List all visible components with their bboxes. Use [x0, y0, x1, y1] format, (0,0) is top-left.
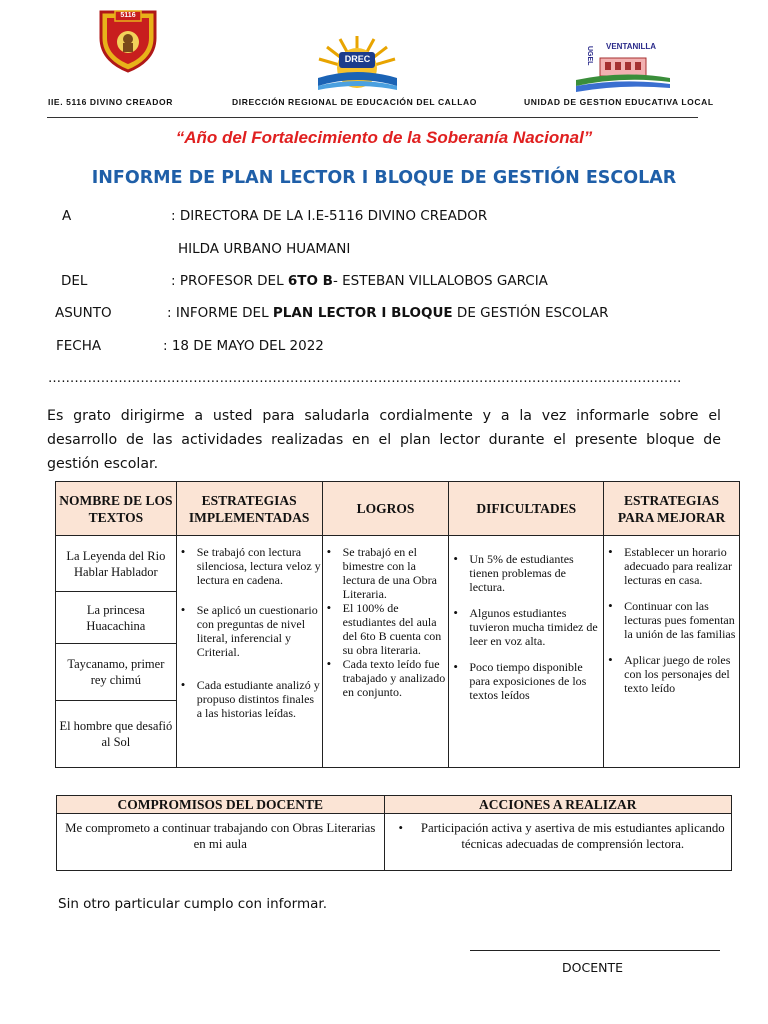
field-del-label: DEL — [61, 273, 88, 289]
header-logros: LOGROS — [322, 482, 449, 536]
field-del-value-pre: : PROFESOR DEL — [171, 273, 288, 289]
ugel-logo-side-text: UGEL — [586, 46, 593, 66]
field-asunto-label: ASUNTO — [55, 305, 112, 321]
list-item: • Continuar con las lecturas pues fomentan la unión de las familias — [604, 599, 739, 641]
header-mejorar: ESTRATEGIAS PARA MEJORAR — [604, 482, 740, 536]
texts-cell — [56, 536, 177, 768]
header-acciones: ACCIONES A REALIZAR — [384, 796, 731, 814]
list-item: • El 100% de estudiantes del aula del 6to B cuenta con su obra literaria. — [323, 601, 449, 657]
header-divider — [47, 117, 698, 118]
signature-line — [470, 950, 720, 951]
dificultades-cell — [449, 536, 604, 768]
compromiso-cell: Me comprometo a continuar trabajando con Obras Literarias en mi aula — [57, 814, 385, 871]
list-item: • Cada estudiante analizó y propuso distintos finales a las historias leídas. — [177, 678, 322, 720]
signer-label: DOCENTE — [562, 960, 623, 975]
text-name: La Leyenda del Rio Hablar Hablador — [66, 548, 166, 579]
field-asunto-value — [167, 305, 609, 321]
dotted-divider: ……………………………………………………………………………………………………………………………… — [48, 371, 682, 386]
list-item: • Algunos estudiantes tuvieron mucha timidez de leer en voz alta. — [449, 606, 603, 648]
header-compromisos: COMPROMISOS DEL DOCENTE — [57, 796, 385, 814]
field-fecha-label: FECHA — [56, 338, 102, 354]
field-asunto-value-pre: : INFORME DEL — [167, 305, 273, 321]
ugel-logo — [572, 36, 672, 94]
year-motto: “Año del Fortalecimiento de la Soberanía Nacional” — [175, 128, 593, 147]
logros-cell — [322, 536, 449, 768]
closing-text: Sin otro particular cumplo con informar. — [58, 896, 327, 912]
field-asunto-value-post: DE GESTIÓN ESCOLAR — [452, 305, 609, 321]
field-a-label: A — [62, 208, 72, 224]
field-fecha-value: : 18 DE MAYO DEL 2022 — [163, 338, 324, 354]
intro-paragraph: Es grato dirigirme a usted para saludarla cordialmente y a la vez informarle sobre el desarrollo de las actividades realizadas en el plan lector durante el presente bloque de gestión escolar. — [47, 408, 721, 472]
text-name: El hombre que desafió al Sol — [56, 700, 176, 767]
school-name-label: IIE. 5116 DIVINO CREADOR — [48, 97, 173, 107]
field-a-value: : DIRECTORA DE LA I.E-5116 DIVINO CREADOR — [171, 208, 488, 224]
list-item: • Se aplicó un cuestionario con preguntas de nivel literal, inferencial y Criterial. — [177, 603, 322, 659]
list-item: • Cada texto leído fue trabajado y analizado en conjunto. — [323, 657, 449, 699]
table-row — [57, 814, 732, 871]
header-nombre: NOMBRE DE LOS TEXTOS — [56, 482, 177, 536]
school-logo-number: 5116 — [120, 12, 136, 19]
table-row — [56, 536, 740, 768]
field-asunto-value-bold: PLAN LECTOR I BLOQUE — [272, 305, 453, 321]
ugel-logo-text: VENTANILLA — [606, 42, 657, 51]
list-item — [391, 820, 725, 852]
accion-text: Participación activa y asertiva de mis estudiantes aplicando técnicas adecuadas de comprensión lectora. — [420, 821, 725, 851]
list-item: • Se trabajó en el bimestre con la lectura de una Obra Literaria. — [323, 545, 449, 601]
ugel-label: UNIDAD DE GESTION EDUCATIVA LOCAL — [524, 97, 714, 107]
list-item: • Un 5% de estudiantes tienen problemas de lectura. — [449, 552, 603, 594]
mejorar-cell — [604, 536, 740, 768]
list-item: • Poco tiempo disponible para exposiciones de los textos leídos — [449, 660, 603, 702]
drec-logo-text: DREC — [344, 54, 371, 64]
list-item: • Aplicar juego de roles con los personajes del texto leído — [604, 653, 739, 695]
header-dificultades: DIFICULTADES — [449, 482, 604, 536]
bullet-icon: • — [398, 821, 403, 835]
text-name: Taycanamo, primer rey chimú — [56, 643, 176, 700]
commitments-table — [56, 795, 732, 871]
list-item: • Se trabajó con lectura silenciosa, lectura veloz y lectura en cadena. — [177, 545, 322, 587]
field-del-value-grade: 6TO B — [287, 273, 333, 289]
school-logo — [95, 8, 161, 74]
estrategias-cell — [176, 536, 322, 768]
header-estrategias: ESTRATEGIAS IMPLEMENTADAS — [176, 482, 322, 536]
field-del-value — [171, 273, 548, 289]
list-item: • Establecer un horario adecuado para realizar lecturas en casa. — [604, 545, 739, 587]
drec-logo — [310, 30, 405, 92]
document-title: INFORME DE PLAN LECTOR I BLOQUE DE GESTIÓN ESCOLAR — [91, 168, 677, 188]
table-header-row — [57, 796, 732, 814]
field-a-value-name: HILDA URBANO HUAMANI — [178, 241, 351, 257]
plan-lector-table — [55, 481, 740, 768]
accion-cell — [384, 814, 731, 871]
text-name: La princesa Huacachina — [56, 591, 176, 643]
field-del-value-post: - ESTEBAN VILLALOBOS GARCIA — [332, 273, 548, 289]
regional-direction-label: DIRECCIÓN REGIONAL DE EDUCACIÓN DEL CALLAO — [232, 97, 477, 107]
table-header-row — [56, 482, 740, 536]
